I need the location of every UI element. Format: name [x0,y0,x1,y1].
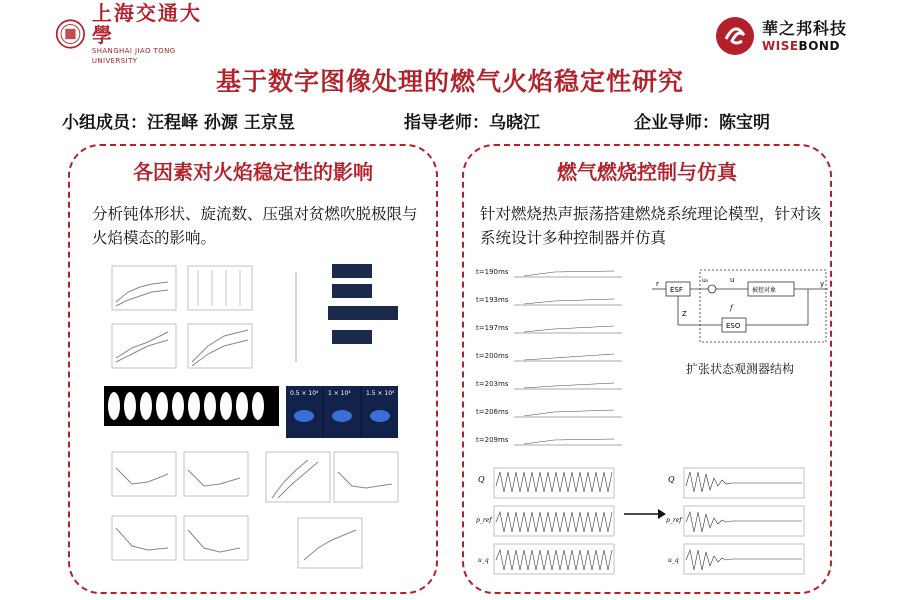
signal-u: u [730,276,735,284]
eso-block-diagram [652,268,828,344]
sim-p-label: p_ref [476,517,492,524]
signal-r: r [656,280,659,288]
wisebond-logo [714,14,864,58]
sjtu-name-cn: 上海交通大學 [91,1,202,47]
sjtu-wordmark [92,2,205,66]
row-plot [514,436,622,448]
time-label: t=197ms [476,324,509,332]
flame-mode-flowchart [266,262,400,370]
chart-grid-bottom [112,452,248,560]
controlled-simulation-plot [666,462,806,590]
blowout-limit-charts [108,262,258,382]
esf-label: ESF [670,286,683,294]
flame-photos-by-reynolds [286,386,398,438]
wisebond-name-en: WISEBOND [762,39,840,53]
wisebond-name-cn: 華之邦科技 [762,19,848,38]
row-plot [514,296,622,308]
panel-right-description: 针对燃烧热声振荡搭建燃烧系统理论模型，针对该系统设计多种控制器并仿真 [480,205,822,247]
sim-u-label: u_q [478,557,489,564]
blowout-lines-chart [266,452,398,568]
flame-shapes [104,386,279,438]
time-label: t=193ms [476,296,509,304]
signal-f: f [730,304,733,312]
sim-u-label: u_q [668,557,679,564]
wisebond-wordmark [762,19,847,53]
signal-y: y [820,280,825,288]
advisor: 指导老师：乌晓江 [404,113,540,133]
panel-right-title: 燃气燃烧控制与仿真 [551,156,743,185]
sim-q-label: Q [668,475,675,484]
signal-z: Z [682,310,687,318]
sim-p-label: p_ref [666,517,682,524]
time-label: t=203ms [476,380,509,388]
time-label: t=200ms [476,352,509,360]
row-plot [514,268,622,280]
sim-q-label: Q [478,475,485,484]
photo-label-1: 0.5 × 10⁴ [290,390,319,397]
signal-u0: u₀ [702,277,709,284]
time-label: t=209ms [476,436,509,444]
wisebond-swirl-icon [714,15,756,57]
flame-image-sequence [104,386,279,438]
poster-title: 基于数字图像处理的燃气火焰稳定性研究 [215,67,684,96]
uncontrolled-simulation-plot [476,462,616,590]
row-plot [514,324,622,336]
time-series-rows [476,268,621,458]
company-mentor: 企业导师：陈宝明 [634,113,770,133]
arrow-right-icon [622,508,666,520]
eso-label: ESO [726,322,741,330]
time-label: t=206ms [476,408,509,416]
eso-diagram-caption: 扩张状态观测器结构 [685,362,794,376]
sjtu-logo [55,1,205,65]
row-plot [514,408,622,420]
photo-label-2: 1 × 10⁴ [328,390,351,397]
sjtu-name-en: SHANGHAI JIAO TONG UNIVERSITY [91,47,176,65]
time-label: t=190ms [476,268,509,276]
panel-left-title: 各因素对火焰稳定性的影响 [127,156,379,185]
photo-label-3: 1.5 × 10⁴ [366,390,395,397]
chart-d [188,324,252,368]
chart-c [112,324,176,368]
university-seal-icon [55,16,86,52]
equivalence-ratio-charts [108,448,400,576]
row-plot [514,352,622,364]
blue-flames [286,386,398,438]
plant-label: 被控对象 [752,287,777,294]
panel-left-description: 分析钝体形状、旋流数、压强对贫燃吹脱极限与火焰模态的影响。 [92,205,418,247]
chart-a [112,266,176,310]
row-plot [514,380,622,392]
chart-b [188,266,252,310]
group-members: 小组成员：汪程峄 孙源 王京昱 [62,113,295,133]
